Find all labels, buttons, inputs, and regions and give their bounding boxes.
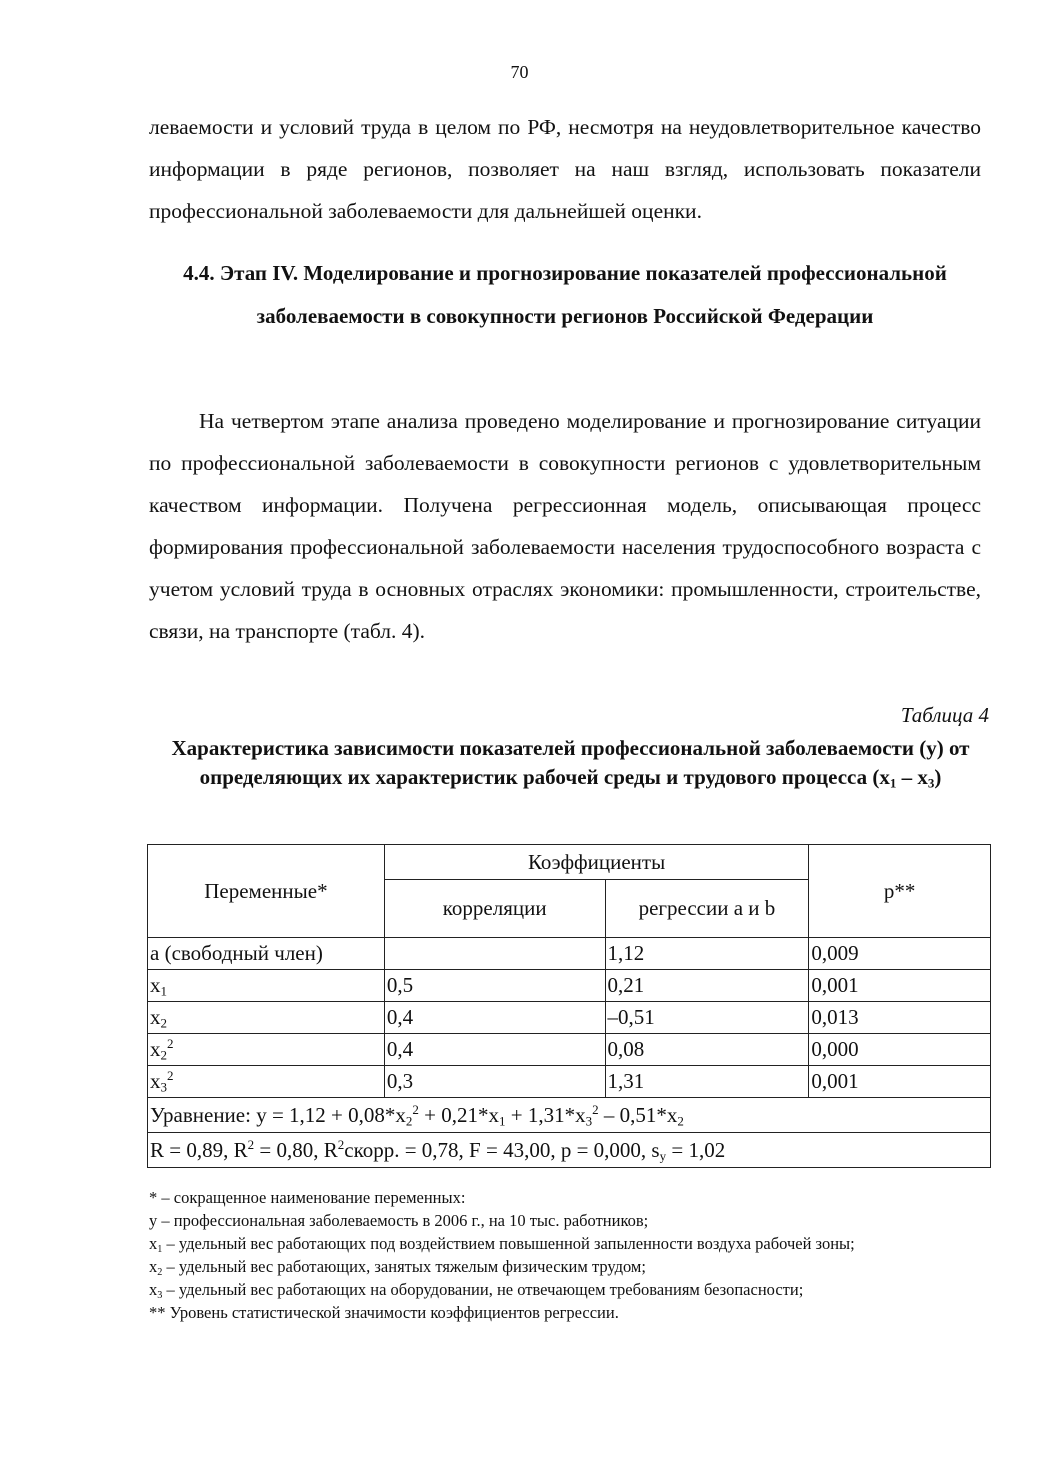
- table-title: [148, 734, 993, 792]
- table-row: [148, 970, 991, 1002]
- table-row: [148, 1066, 991, 1098]
- header-regression: регрессии a и b: [605, 880, 809, 938]
- table-caption: Таблица 4: [900, 703, 989, 727]
- cell-correlation: 0,5: [384, 970, 605, 1002]
- cell-variable: $x_2^2$: [148, 1034, 385, 1066]
- cell-correlation: [384, 938, 605, 970]
- paragraph-intro: леваемости и условий труда в целом по РФ, несмотря на неудовлетворительное качество информации в ряде регионов, позволяет на наш взгляд, использовать показатели профессиональной заболеваемости для дальнейшей оценки.: [149, 115, 981, 223]
- note-x3: $x_3$ – удельный вес работающих на оборудовании, не отвечающем требованиям безопасности;: [149, 1280, 804, 1301]
- cell-correlation: 0,4: [384, 1034, 605, 1066]
- note-significance: ** Уровень статистической значимости коэффициентов регрессии.: [149, 1303, 619, 1322]
- cell-regression: 1,31: [605, 1066, 809, 1098]
- table-row: [148, 1034, 991, 1066]
- section-heading: 4.4. Этап IV. Моделирование и прогнозирование показателей профессиональной заболеваемости в совокупности регионов Российской Федерации: [183, 261, 947, 328]
- paragraph-body: На четвертом этапе анализа проведено моделирование и прогнозирование ситуации по профессиональной заболеваемости в совокупности регионов с удовлетворительным качеством информации. Получена регрессионная модель, описывающая процесс формирования профессиональной заболеваемости населения трудоспособного возраста с учетом условий труда в основных отраслях экономики: промышленности, строительстве, связи, на транспорте (табл. 4).: [149, 409, 981, 643]
- table-title-text: Характеристика зависимости показателей профессиональной заболеваемости (y) от определяющих их характеристик рабочей среды и трудового процесса (x: [171, 736, 970, 789]
- cell-p: 0,013: [809, 1002, 991, 1034]
- regression-table: [147, 844, 991, 1168]
- cell-p: 0,000: [809, 1034, 991, 1066]
- cell-regression: 0,08: [605, 1034, 809, 1066]
- table-notes: [149, 1186, 989, 1324]
- cell-p: 0,001: [809, 1066, 991, 1098]
- table-stats-row: [148, 1133, 991, 1168]
- cell-variable: a (свободный член): [148, 938, 385, 970]
- note-x1: $x_1$ – удельный вес работающих под воздействием повышенной запыленности воздуха рабочей зоны;: [149, 1234, 855, 1255]
- regression-equation: Уравнение: $y = 1,12 + 0,08*x_2^2 + 0,21*x_1 + 1,31*x_3^2 - 0,51*x_2$: [148, 1098, 991, 1133]
- cell-variable: $x_2$: [148, 1002, 385, 1034]
- cell-variable: $x_3^2$: [148, 1066, 385, 1098]
- cell-variable: $x_1$: [148, 970, 385, 1002]
- table-header-row: [148, 845, 991, 880]
- cell-correlation: 0,4: [384, 1002, 605, 1034]
- table-row: [148, 938, 991, 970]
- model-statistics: R = 0,89, $R^2 = 0,80$, $R^2скорр$. = 0,78, F = 43,00, p = 0,000, $s_y = 1,02$: [148, 1133, 991, 1168]
- note-abbreviation: * – сокращенное наименование переменных:: [149, 1188, 466, 1207]
- table-title-sub1: 1: [889, 775, 897, 791]
- cell-p: 0,001: [809, 970, 991, 1002]
- header-variables: Переменные*: [148, 845, 385, 938]
- cell-regression: 1,12: [605, 938, 809, 970]
- cell-regression: 0,21: [605, 970, 809, 1002]
- table-title-sub3: 3: [927, 775, 935, 791]
- header-p: p**: [809, 845, 991, 938]
- table-equation-row: [148, 1098, 991, 1133]
- note-y: y – профессиональная заболеваемость в 2006 г., на 10 тыс. работников;: [149, 1211, 649, 1230]
- table-row: [148, 1002, 991, 1034]
- table-title-end: ): [934, 765, 942, 789]
- cell-correlation: 0,3: [384, 1066, 605, 1098]
- note-x2: $x_2$ – удельный вес работающих, занятых тяжелым физическим трудом;: [149, 1257, 646, 1278]
- table-title-mid: – x: [896, 765, 928, 789]
- page-number: 70: [510, 62, 529, 82]
- cell-p: 0,009: [809, 938, 991, 970]
- cell-regression: –0,51: [605, 1002, 809, 1034]
- header-correlation: корреляции: [384, 880, 605, 938]
- header-coefficients: Коэффициенты: [384, 845, 809, 880]
